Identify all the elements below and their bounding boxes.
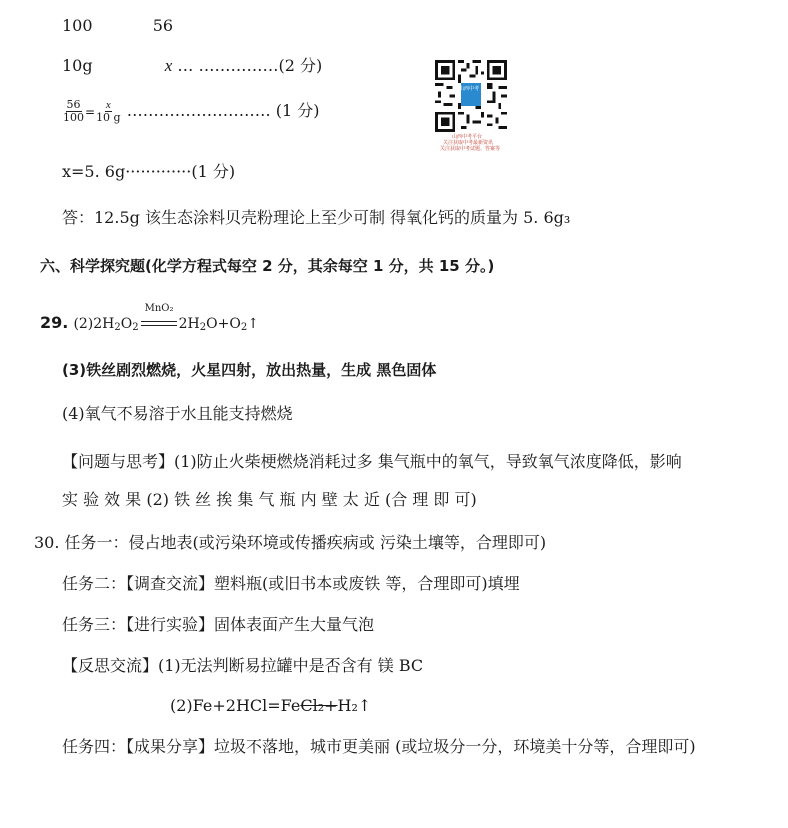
q29-think-line-1: 【问题与思考】(1)防止火柴梗燃烧消耗过多 集气瓶中的氧气，导致氧气浓度降低，影响 xyxy=(62,452,682,471)
q29-products: $2H_2O+O_2↑$ xyxy=(178,316,259,333)
qr-code-icon xyxy=(435,60,507,132)
calc-row-1 xyxy=(62,16,173,36)
fraction-right xyxy=(95,99,122,124)
q30-equation xyxy=(170,696,371,716)
fraction-left xyxy=(62,99,85,124)
section-6-heading: 六、科学探究题(化学方程式每空 2 分，其余每空 1 分，共 15 分。) xyxy=(40,257,495,275)
q30-equation-suffix: H₂↑ xyxy=(337,696,372,715)
qr-center-label: 山西中考 xyxy=(459,86,480,92)
q29-reactant: $(2)2H_2O_2$ xyxy=(73,316,139,333)
calc-value-56: 56 xyxy=(152,16,174,35)
fraction-equals: = xyxy=(85,105,96,119)
fraction-left-denominator: 100 xyxy=(63,111,84,124)
calc-answer: 答：12.5g 该生态涂料贝壳粉理论上至少可制 得氧化钙的质量为 5. 6g₃ xyxy=(62,208,571,227)
q29-catalyst-label: MnO₂ xyxy=(144,303,174,314)
calc-variable-x: x xyxy=(164,56,173,75)
q29-part-3: (3)铁丝剧烈燃烧，火星四射，放出热量，生成 黑色固体 xyxy=(62,361,437,379)
calc-result: x=5. 6g·············(1 分) xyxy=(62,162,236,181)
calc-value-100: 100 xyxy=(62,16,93,35)
q30-task-4: 任务四：【成果分享】垃圾不落地，城市更美丽 (或垃圾分一分，环境美十分等，合理即可) xyxy=(62,737,696,756)
q29-number: 29. xyxy=(40,313,69,332)
q30-equation-struck: Cl₂+ xyxy=(300,696,338,715)
q30-task-1: 30. 任务一：侵占地表(或污染环境或传播疾病或 污染土壤等，合理即可) xyxy=(34,533,547,552)
qr-caption-1: 山西中考平台 xyxy=(452,134,483,140)
q29-part-2 xyxy=(40,303,259,340)
calc-value-10g: 10g xyxy=(62,56,93,75)
calc-row-2 xyxy=(62,56,322,76)
q29-catalyst-condition xyxy=(141,303,177,335)
calc-row-2-score: … ……………(2 分) xyxy=(172,56,323,75)
q30-task-3: 任务三：【进行实验】固体表面产生大量气泡 xyxy=(62,615,375,634)
calc-proportion xyxy=(62,98,320,125)
q30-reflect: 【反思交流】(1)无法判断易拉罐中是否含有 镁 BC xyxy=(62,656,424,675)
qr-caption-2: 关注获取中考最新资讯 xyxy=(443,140,494,146)
qr-caption-3: 关注获取中考试题、答案等 xyxy=(440,146,501,152)
q30-equation-prefix: (2)Fe+2HCl=Fe xyxy=(170,696,301,715)
fraction-left-numerator: 56 xyxy=(66,98,81,111)
q29-think-line-2: 实 验 效 果 (2) 铁 丝 挨 集 气 瓶 内 壁 太 近 (合 理 即 可) xyxy=(62,490,477,509)
calc-proportion-score: ……………………… (1 分) xyxy=(126,101,320,120)
q29-part-4: (4)氧气不易溶于水且能支持燃烧 xyxy=(62,404,293,423)
q30-task-2: 任务二：【调查交流】塑料瓶(或旧书本或废铁 等，合理即可)填埋 xyxy=(62,574,520,593)
fraction-right-denominator: 10 g xyxy=(96,111,121,124)
fraction-right-numerator: x xyxy=(105,99,111,111)
